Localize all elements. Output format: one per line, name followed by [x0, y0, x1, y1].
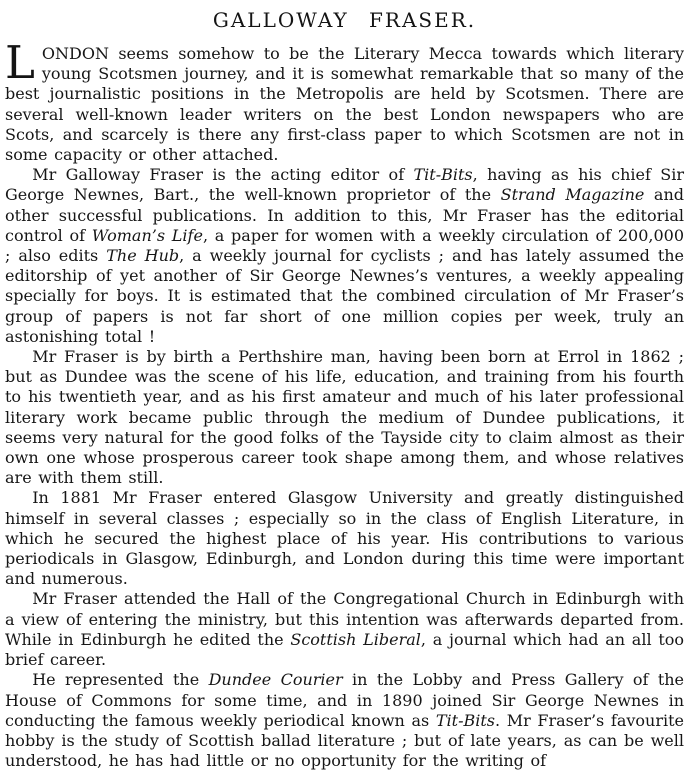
text-segment: , a paper for women with a weekly circulation of 200,000 ; also edits	[5, 225, 685, 266]
paragraph	[5, 165, 684, 347]
text-segment: Mr Fraser attended the Hall of the Congregational Church in Edinburgh with a view of entering the ministry, but this intention was afterwards departed from. While in Edinburgh he edited the	[5, 589, 684, 649]
dropcap-letter: L	[5, 36, 35, 89]
text-segment: and other successful publications. In addition to this, Mr Fraser has the editorial control of	[5, 185, 685, 245]
publication-title: The Hub	[106, 246, 180, 266]
publication-title: Woman’s Life	[91, 225, 203, 245]
paragraph	[5, 488, 684, 589]
publication-title: Tit-Bits	[435, 710, 495, 730]
text-segment: . Mr Fraser’s favourite hobby is the study of Scottish ballad literature ; but of late years, as can be well understood, he has had little or no opportunity for the writing of	[5, 710, 685, 771]
text-segment: in the Lobby and Press Gallery of the House of Commons for some time, and in 1890 joined Sir George Newnes in conducting the famous weekly periodical known as	[5, 670, 685, 730]
paragraph	[5, 589, 684, 670]
text-segment: Mr Fraser is by birth a Perthshire man, having been born at Errol in 1862 ; but as Dundee was the scene of his life, education, and training from his fourth to his twentieth year, and as his first amateur and much of his later professional literary work became public through the medium of Dundee publications, it seems very natural for the good folks of the Tayside city to claim almost as their own one whose prosperous career took shape among them, and whose relatives are with them still.	[5, 347, 684, 488]
paragraph	[5, 36, 684, 165]
publication-title: Strand Magazine	[500, 185, 645, 205]
text-segment: He represented the	[32, 670, 209, 690]
text-segment: , a weekly journal for cyclists ; and has lately assumed the editorship of yet another of Sir George Newnes’s ventures, a weekly appealing specially for boys. It is estimated that the combined circulation of Mr Fraser’s group of papers is not far short of one million copies per week, truly an astonishing total !	[5, 246, 685, 346]
paragraph	[5, 347, 684, 488]
text-segment: Mr Galloway Fraser is the acting editor of	[32, 165, 414, 185]
page-title: GALLOWAY FRASER.	[212, 8, 477, 32]
publication-title: Tit-Bits	[413, 165, 473, 185]
text-segment: , having as his chief Sir George Newnes, Bart., the well-known proprietor of the	[5, 165, 684, 205]
publication-title: Dundee Courier	[208, 670, 343, 690]
text-segment: In 1881 Mr Fraser entered Glasgow University and greatly distinguished himself in several classes ; especially so in the class of English Literature, in which he secured the highest place of his year. His contributions to various periodicals in Glasgow, Edinburgh, and London during this time were important and numerous.	[5, 488, 684, 589]
text-segment: , a journal which had an all too brief career.	[5, 629, 685, 670]
article-body	[5, 36, 685, 771]
publication-title: Scottish Liberal	[290, 629, 421, 649]
paragraph	[5, 670, 684, 771]
text-segment: ONDON seems somehow to be the Literary Mecca towards which literary young Scotsmen journey, and it is somewhat remarkable that so many of the best journalistic positions in the Metropolis are held by Scotsmen. There are several well-known leader writers on the best London newspapers who are Scots, and scarcely is there any first-class paper to which Scotsmen are not in some capacity or other attached.	[5, 44, 684, 165]
